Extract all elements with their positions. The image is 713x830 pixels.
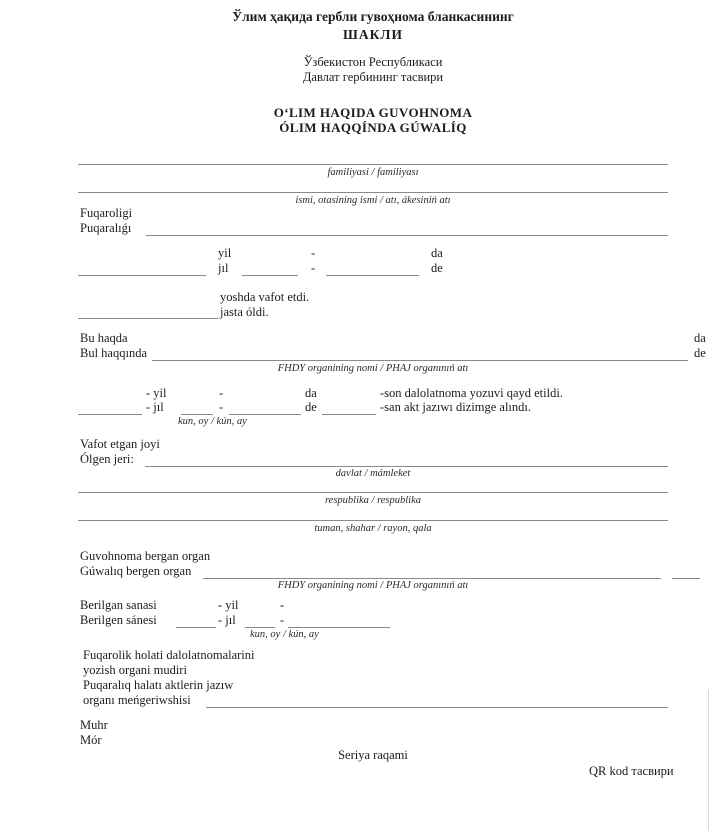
- issuing-org-label-kaa: Gúwalıq bergen organ: [80, 564, 192, 578]
- seal-label-uz: Muhr: [80, 718, 108, 732]
- name-field-line: [78, 192, 668, 193]
- about-label-kaa: Bul haqqında: [80, 346, 148, 360]
- page-edge-artifact: [708, 690, 709, 830]
- registrar-signature-line: [206, 707, 668, 708]
- died-age-label-kaa: jasta óldi.: [220, 305, 269, 319]
- registrar-label-line3: Puqaralıq halatı aktlerin jazıw: [83, 678, 234, 692]
- issue-month-line: [245, 627, 275, 628]
- issuing-org-line: [203, 578, 661, 579]
- age-field-line: [78, 318, 218, 319]
- death-date-de: de: [431, 261, 443, 275]
- record-note-uz: -son dalolatnoma yozuvi qayd etildi.: [380, 386, 563, 400]
- surname-field-line: [78, 164, 668, 165]
- record-day-month-caption: kun, oy / kún, ay: [178, 416, 247, 427]
- emblem-caption-line1: Ўзбекистон Республикаси: [303, 55, 443, 69]
- surname-caption: familiyasi / familiyası: [327, 167, 419, 178]
- record-note-kaa: -san akt jazıwı dizimge alındı.: [380, 400, 531, 414]
- issue-dash-uz: -: [280, 598, 285, 612]
- citizenship-label-kaa: Puqaralıǵı: [80, 221, 132, 235]
- registrar-label-line2: yozish organi mudiri: [83, 663, 187, 677]
- form-title-line1: Ўлим ҳақида гербли гувоҳнома бланкасининг: [232, 9, 514, 24]
- citizenship-label-uz: Fuqaroligi: [80, 206, 133, 220]
- issue-year-label-uz: - yil: [218, 598, 239, 612]
- death-place-label-kaa: Ólgen jeri:: [80, 452, 134, 466]
- registry-office-line: [152, 360, 688, 361]
- death-year-line: [78, 275, 206, 276]
- district-caption: tuman, shahar / rayon, qala: [314, 523, 432, 534]
- citizenship-field-line: [146, 235, 668, 236]
- record-year-label-uz: - yil: [146, 386, 167, 400]
- issue-day-month-caption: kun, oy / kún, ay: [250, 629, 319, 640]
- about-da: da: [694, 331, 706, 345]
- heading-karakalpak: ÓLIM HAQQÍNDA GÚWALÍQ: [279, 120, 467, 135]
- death-date-da: da: [431, 246, 443, 260]
- record-year-label-kaa: - jıl: [146, 400, 164, 414]
- record-da: da: [305, 386, 317, 400]
- record-number-line: [322, 414, 376, 415]
- record-de: de: [305, 400, 317, 414]
- qr-code-label: QR kod тасвири: [589, 764, 674, 778]
- death-place-label-uz: Vafot etgan joyi: [80, 437, 160, 451]
- issue-dash-kaa: -: [280, 613, 285, 627]
- name-caption: ismi, otasining ismi / atı, ákesiniń atı: [295, 195, 451, 206]
- about-label-uz: Bu haqda: [80, 331, 128, 345]
- death-month-line: [242, 275, 298, 276]
- issuing-org-label-uz: Guvohnoma bergan organ: [80, 549, 211, 563]
- republic-field-line: [78, 492, 668, 493]
- record-dash-uz: -: [219, 386, 224, 400]
- death-date-dash-uz: -: [311, 246, 316, 260]
- emblem-caption-line2: Давлат гербининг тасвири: [302, 70, 444, 84]
- record-year-line: [78, 414, 142, 415]
- issue-date-label-kaa: Berilgen sánesi: [80, 613, 157, 627]
- died-age-label-uz: yoshda vafot etdi.: [220, 290, 310, 304]
- registry-office-caption: FHDY organining nomi / PHAJ organınıń atı: [277, 363, 469, 374]
- country-caption: davlat / mámleket: [335, 468, 411, 479]
- death-date-dash-kaa: -: [311, 261, 316, 275]
- issuing-org-caption: FHDY organining nomi / PHAJ organınıń atı: [277, 580, 469, 591]
- death-day-line: [326, 275, 419, 276]
- death-year-label-uz: yil: [218, 246, 232, 260]
- heading-uzbek: OʻLIM HAQIDA GUVOHNOMA: [273, 105, 473, 120]
- about-de: de: [694, 346, 706, 360]
- record-day-line: [229, 414, 301, 415]
- serial-number-label: Seriya raqami: [338, 748, 408, 762]
- record-month-line: [181, 414, 213, 415]
- issuing-org-line-end: [672, 578, 700, 579]
- record-dash-kaa: -: [219, 400, 224, 414]
- issue-day-line: [288, 627, 390, 628]
- republic-caption: respublika / respublika: [324, 495, 422, 506]
- registrar-label-line1: Fuqarolik holati dalolatnomalarini: [83, 648, 255, 662]
- country-field-line: [145, 466, 668, 467]
- seal-label-kaa: Mór: [80, 733, 102, 747]
- issue-year-label-kaa: - jıl: [218, 613, 236, 627]
- death-year-label-kaa: jıl: [218, 261, 229, 275]
- form-title-line2: ШАКЛИ: [343, 27, 403, 42]
- district-field-line: [78, 520, 668, 521]
- registrar-label-line4: organı meńgeriwshisi: [83, 693, 191, 707]
- issue-date-label-uz: Berilgan sanasi: [80, 598, 157, 612]
- issue-year-line: [176, 627, 216, 628]
